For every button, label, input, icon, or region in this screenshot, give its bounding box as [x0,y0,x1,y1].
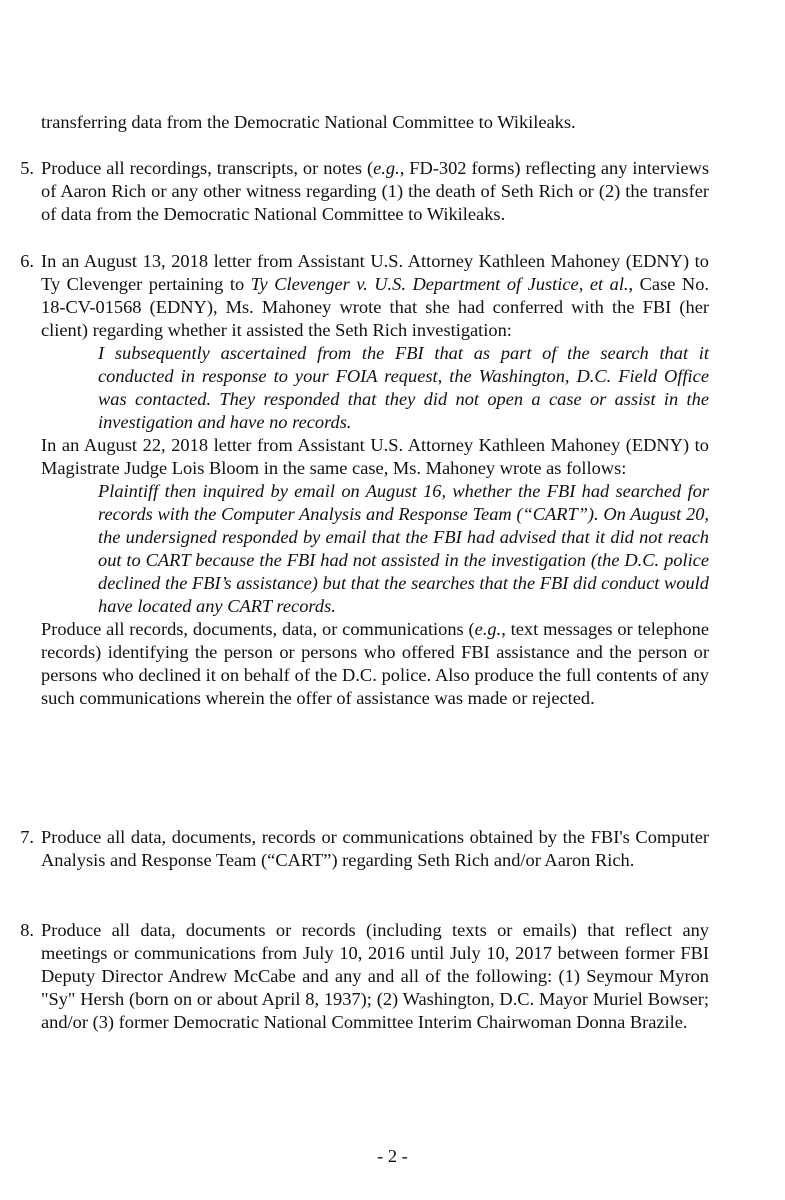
block-quote-2: Plaintiff then inquired by email on August 16, whether the FBI had searched for records with the Computer Analysis and Response Team (“CART”). On August 20, the undersigned responded by email that the FBI had advised that it did not reach out to CART because the FBI had not assisted in the investigation (the D.C. police declined the FBI’s assistance) but that the searches that the FBI did conduct would have located any CART records. [98,481,709,616]
item-middle-text: In an August 22, 2018 letter from Assistant U.S. Attorney Kathleen Mahoney (EDNY) to Magistrate Judge Lois Bloom in the same case, Ms. Mahoney wrote as follows: [41,435,709,478]
request-item-8 [20,919,709,1034]
request-item-7 [20,826,709,872]
page-number: - 2 - [377,1146,408,1166]
item-request-text: Produce all records, documents, data, or communications (e.g., text messages or telephone records) identifying the person or persons who offered FBI assistance and the person or persons who declined it on behalf of the D.C. police. Also produce the full contents of any such communications wherein the offer of assistance was made or rejected. [41,619,709,708]
continuation-text: transferring data from the Democratic National Committee to Wikileaks. [41,112,576,132]
item-intro: In an August 13, 2018 letter from Assistant U.S. Attorney Kathleen Mahoney (EDNY) to Ty Clevenger pertaining to Ty Clevenger v. U.S. Department of Justice, et al., Case No. 18-CV-01568 (EDNY), Ms. Mahoney wrote that she had conferred with the FBI (her client) regarding whether it assisted the Seth Rich investigation: [41,251,709,340]
item-text: Produce all data, documents, records or communications obtained by the FBI's Computer Analysis and Response Team (“CART”) regarding Seth Rich and/or Aaron Rich. [41,827,709,870]
item-number: 5. [20,158,34,178]
item-text: Produce all recordings, transcripts, or notes (e.g., FD-302 forms) reflecting any interviews of Aaron Rich or any other witness regarding (1) the death of Seth Rich or (2) the transfer of data from the Democratic National Committee to Wikileaks. [41,158,710,224]
item-text: Produce all data, documents or records (including texts or emails) that reflect any meetings or communications from July 10, 2016 until July 10, 2017 between former FBI Deputy Director Andrew McCabe and any and all of the following: (1) Seymour Myron "Sy" Hersh (born on or about April 8, 1937); (2) Washington, D.C. Mayor Muriel Bowser; and/or (3) former Democratic National Committee Interim Chairwoman Donna Brazile. [41,920,709,1032]
item-number: 7. [20,827,34,847]
item-number: 6. [20,251,34,271]
item-number: 8. [20,920,34,940]
block-quote-1: I subsequently ascertained from the FBI that as part of the search that it conducted in response to your FOIA request, the Washington, D.C. Field Office was contacted. They responded that they did not open a case or assist in the investigation and have no records. [98,343,709,432]
request-item-5 [20,157,710,226]
request-item-6 [20,250,709,710]
